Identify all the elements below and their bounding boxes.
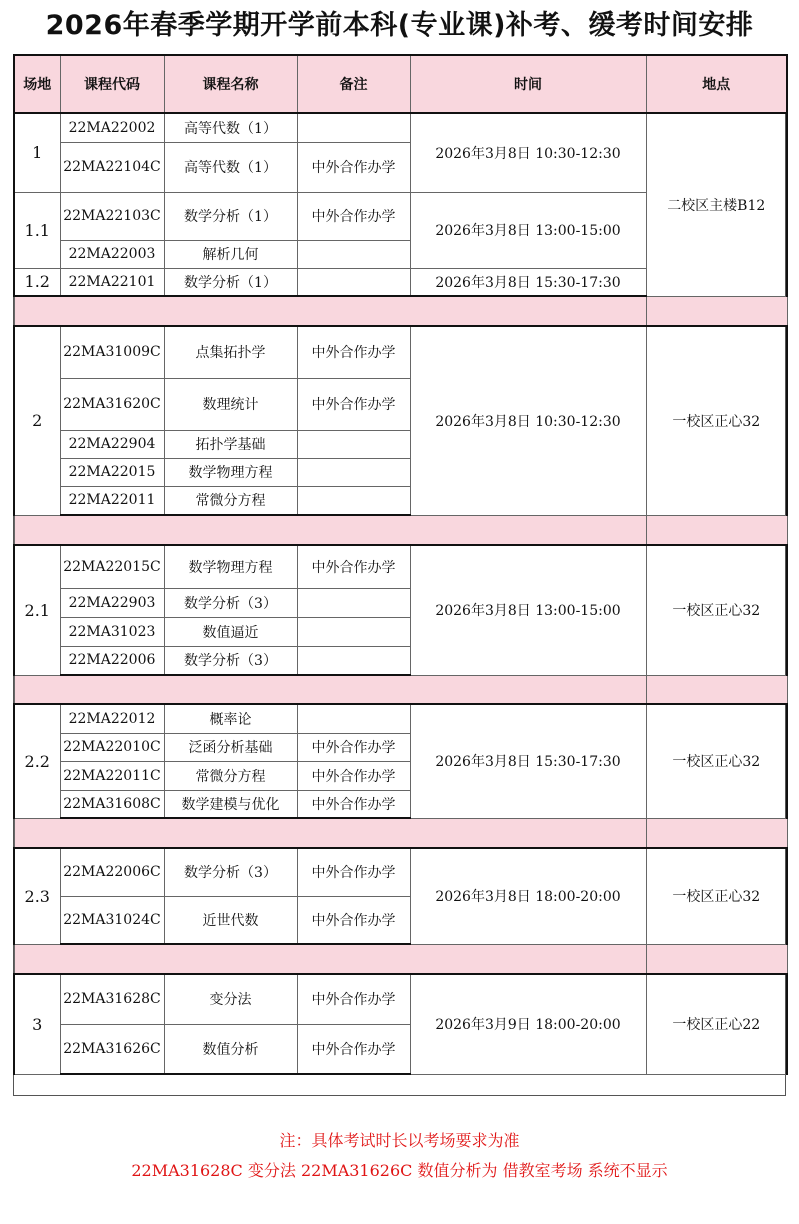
location-cell: 一校区正心22: [646, 974, 787, 1074]
time-cell: 2026年3月8日 18:00-20:00: [410, 848, 646, 944]
remark-cell: [297, 458, 410, 486]
separator-band-location: [646, 818, 787, 848]
course-name-cell: 数理统计: [164, 378, 297, 430]
course-name-cell: 点集拓扑学: [164, 326, 297, 378]
note-duration: 注：具体考试时长以考场要求为准: [279, 1131, 520, 1150]
time-cell: 2026年3月8日 15:30-17:30: [410, 268, 646, 296]
site-cell: 2: [14, 326, 60, 515]
course-name-cell: 近世代数: [164, 896, 297, 944]
course-name-cell: 常微分方程: [164, 761, 297, 790]
remark-cell: [297, 704, 410, 733]
header-row: [14, 55, 787, 113]
remark-cell: 中外合作办学: [297, 848, 410, 896]
header-remark: 备注: [297, 55, 410, 113]
separator-row: [14, 296, 787, 326]
remark-cell: 中外合作办学: [297, 192, 410, 240]
remark-cell: [297, 240, 410, 268]
course-code-cell: 22MA22904: [60, 430, 164, 458]
course-name-cell: 数学建模与优化: [164, 790, 297, 818]
time-cell: 2026年3月8日 13:00-15:00: [410, 545, 646, 675]
separator-row: [14, 944, 787, 974]
time-cell: 2026年3月8日 15:30-17:30: [410, 704, 646, 818]
course-name-cell: 数学分析（1）: [164, 268, 297, 296]
remark-cell: 中外合作办学: [297, 790, 410, 818]
course-code-cell: 22MA22101: [60, 268, 164, 296]
course-name-cell: 数值分析: [164, 1024, 297, 1074]
course-code-cell: 22MA22002: [60, 113, 164, 142]
remark-cell: [297, 268, 410, 296]
course-name-cell: 高等代数（1）: [164, 142, 297, 192]
site-cell: 2.2: [14, 704, 60, 818]
site-cell: 1.1: [14, 192, 60, 268]
course-code-cell: 22MA22015: [60, 458, 164, 486]
remark-cell: [297, 113, 410, 142]
course-name-cell: 数学分析（3）: [164, 848, 297, 896]
remark-cell: [297, 617, 410, 646]
course-name-cell: 泛函分析基础: [164, 733, 297, 761]
course-name-cell: 概率论: [164, 704, 297, 733]
course-name-cell: 数值逼近: [164, 617, 297, 646]
table-row: [14, 848, 787, 896]
time-cell: 2026年3月8日 10:30-12:30: [410, 326, 646, 515]
course-name-cell: 数学分析（3）: [164, 646, 297, 675]
remark-cell: 中外合作办学: [297, 378, 410, 430]
course-code-cell: 22MA22003: [60, 240, 164, 268]
site-cell: 1.2: [14, 268, 60, 296]
header-room: 地点: [646, 55, 787, 113]
separator-band: [14, 515, 646, 545]
course-code-cell: 22MA31009C: [60, 326, 164, 378]
course-code-cell: 22MA22011C: [60, 761, 164, 790]
schedule-table: [13, 54, 788, 1075]
course-code-cell: 22MA31023: [60, 617, 164, 646]
remark-cell: 中外合作办学: [297, 1024, 410, 1074]
remark-cell: 中外合作办学: [297, 974, 410, 1024]
location-cell: 一校区正心32: [646, 326, 787, 515]
remark-cell: 中外合作办学: [297, 896, 410, 944]
time-cell: 2026年3月8日 13:00-15:00: [410, 192, 646, 268]
site-cell: 2.3: [14, 848, 60, 944]
course-name-cell: 变分法: [164, 974, 297, 1024]
location-cell: 一校区正心32: [646, 704, 787, 818]
schedule-body: [14, 55, 787, 1074]
remark-cell: 中外合作办学: [297, 733, 410, 761]
course-code-cell: 22MA31628C: [60, 974, 164, 1024]
table-row: [14, 545, 787, 588]
course-code-cell: 22MA31608C: [60, 790, 164, 818]
site-cell: 1: [14, 113, 60, 192]
course-code-cell: 22MA22011: [60, 486, 164, 515]
course-code-cell: 22MA31626C: [60, 1024, 164, 1074]
remark-cell: [297, 430, 410, 458]
course-name-cell: 高等代数（1）: [164, 113, 297, 142]
remark-cell: [297, 646, 410, 675]
location-cell: 一校区正心32: [646, 848, 787, 944]
time-cell: 2026年3月8日 10:30-12:30: [410, 113, 646, 192]
separator-band: [14, 675, 646, 704]
site-cell: 3: [14, 974, 60, 1074]
course-code-cell: 22MA22012: [60, 704, 164, 733]
table-row: [14, 326, 787, 378]
site-cell: 2.1: [14, 545, 60, 675]
course-code-cell: 22MA22010C: [60, 733, 164, 761]
separator-band-location: [646, 675, 787, 704]
course-name-cell: 常微分方程: [164, 486, 297, 515]
table-row: [14, 704, 787, 733]
separator-band: [14, 944, 646, 974]
separator-band-location: [646, 296, 787, 326]
course-name-cell: 解析几何: [164, 240, 297, 268]
course-code-cell: 22MA22006: [60, 646, 164, 675]
table-row: [14, 113, 787, 142]
remark-cell: 中外合作办学: [297, 142, 410, 192]
course-code-cell: 22MA22006C: [60, 848, 164, 896]
separator-band-location: [646, 944, 787, 974]
page-title: 2026年春季学期开学前本科(专业课)补考、缓考时间安排: [45, 10, 754, 41]
header-time: 时间: [410, 55, 646, 113]
course-name-cell: 数学物理方程: [164, 458, 297, 486]
course-code-cell: 22MA31620C: [60, 378, 164, 430]
remark-cell: 中外合作办学: [297, 326, 410, 378]
course-name-cell: 数学分析（1）: [164, 192, 297, 240]
table-row: [14, 974, 787, 1024]
course-code-cell: 22MA22903: [60, 588, 164, 617]
separator-row: [14, 818, 787, 848]
separator-band-location: [646, 515, 787, 545]
location-cell: 一校区正心32: [646, 545, 787, 675]
time-cell: 2026年3月9日 18:00-20:00: [410, 974, 646, 1074]
remark-cell: [297, 486, 410, 515]
course-code-cell: 22MA22103C: [60, 192, 164, 240]
note-borrowed-room: 22MA31628C 变分法 22MA31626C 数值分析为 借教室考场 系统不显示: [131, 1161, 668, 1180]
remark-cell: 中外合作办学: [297, 545, 410, 588]
course-code-cell: 22MA22104C: [60, 142, 164, 192]
remark-cell: 中外合作办学: [297, 761, 410, 790]
header-site: 场地: [14, 55, 60, 113]
separator-band: [14, 296, 646, 326]
header-name: 课程名称: [164, 55, 297, 113]
separator-row: [14, 675, 787, 704]
course-name-cell: 数学分析（3）: [164, 588, 297, 617]
course-code-cell: 22MA31024C: [60, 896, 164, 944]
course-code-cell: 22MA22015C: [60, 545, 164, 588]
course-name-cell: 拓扑学基础: [164, 430, 297, 458]
header-code: 课程代码: [60, 55, 164, 113]
course-name-cell: 数学物理方程: [164, 545, 297, 588]
location-cell: 二校区主楼B12: [646, 113, 787, 296]
separator-band: [14, 818, 646, 848]
remark-cell: [297, 588, 410, 617]
separator-row: [14, 515, 787, 545]
